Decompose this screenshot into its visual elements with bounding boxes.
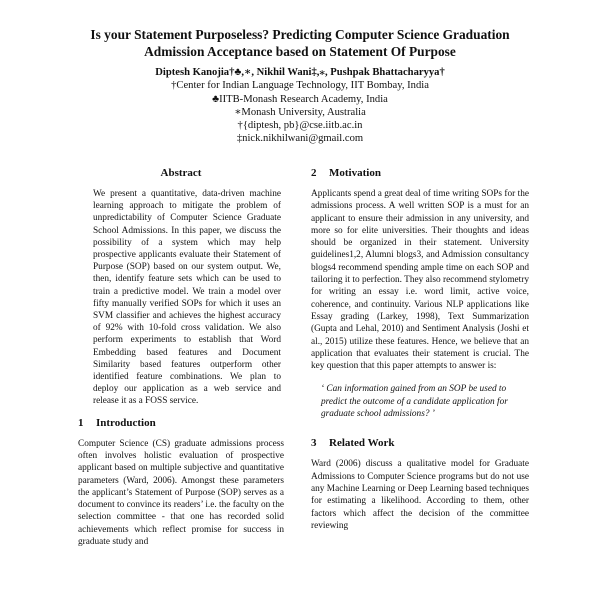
section-title: Related Work (329, 437, 395, 450)
left-column (78, 166, 284, 548)
author-block (40, 66, 560, 146)
email-line: ‡nick.nikhilwani@gmail.com (236, 133, 364, 145)
abstract-text: We present a quantitative, data-driven machine learning approach to mitigate the problem of unpredictability of Computer Science Graduate School Admissions. In this paper, we discuss the possibility of a system which may help prospective applicants evaluate their Statement of Purpose (SOP) based on our system output. We, then, identify feature sets which can be used to train a predictive model. We train a model over fifty manually verified SOPs for which it uses an SVM classifier and achieves the highest accuracy of 92% with 10-fold cross validation. We also perform experiments to establish that Word Embedding based features and Document Similarity based features outperform other identified feature combinations. We plan to deploy our application as a web service and release it as a FOSS service. (93, 189, 281, 407)
motivation-heading (311, 166, 529, 180)
affiliation-line: ♣IITB-Monash Research Academy, India (212, 93, 388, 105)
abstract-heading: Abstract (160, 167, 202, 179)
affiliation-line: †Center for Indian Language Technology, IIT Bombay, India (171, 80, 429, 92)
related-work-heading (311, 436, 529, 450)
related-work-text: Ward (2006) discuss a qualitative model for Graduate Admissions to Computer Science programs but do not use any Machine Learning or Deep Learning based techniques for estimating a likelihood. According to them, other factors which affect the decision of the committee reviewing (311, 459, 529, 531)
paper-title (40, 26, 560, 60)
section-number: 2 (311, 167, 317, 179)
section-number: 3 (311, 437, 317, 450)
intro-heading (78, 416, 284, 430)
title-line-1: Is your Statement Purposeless? Predicting Computer Science Graduation (90, 27, 510, 42)
section-number: 1 (78, 416, 84, 429)
motivation-text: Applicants spend a great deal of time writing SOPs for the admissions process. A well written SOP is a must for an applicant to ensure their admission in any university, and more so for elite universities. Their thoughts and ideas should be organized in their statement. University guidelines1,2, Alumni blogs3, and Admission consultancy blogs4 recommend spending ample time on each SOP and tailoring it to perfection. They also recommend stylometry for writing an essay i.e. word limit, active voice, coherence, and continuity. Various NLP applications like Essay grading (Larkey, 1998), Text Summarization (Gupta and Lehal, 2010) and Sentiment Analysis (Joshi et al., 2015) utilize these features. Hence, we believe that an application that evaluates their statement is crucial. The key question that this paper attempts to answer is: (311, 189, 529, 372)
research-question-quote: ‘ Can information gained from an SOP be used to predict the outcome of a candidate application for graduate school admissions? ’ (321, 384, 508, 420)
section-title: Motivation (329, 167, 381, 179)
author-names: Diptesh Kanojia†♣,∗, Nikhil Wani‡,⁎, Pushpak Bhattacharyya† (155, 67, 445, 78)
affiliation-line: ∗Monash University, Australia (234, 106, 366, 118)
section-title: Introduction (96, 416, 156, 429)
intro-text: Computer Science (CS) graduate admissions process often involves holistic evaluation of prospective applicant based on multiple subjective and quantitative parameters (Ward, 2006). Amongst these parameters the applicant’s Statement of Purpose (SOP) serves as a document to convince its readers’ i.e. the faculty on the selection committee - that one has recorded solid achievements which reflect promise for success in graduate study and (78, 438, 284, 548)
title-line-2: Admission Acceptance based on Statement Of Purpose (144, 44, 456, 59)
right-column (311, 166, 529, 532)
email-line: †{diptesh, pb}@cse.iitb.ac.in (237, 120, 363, 132)
